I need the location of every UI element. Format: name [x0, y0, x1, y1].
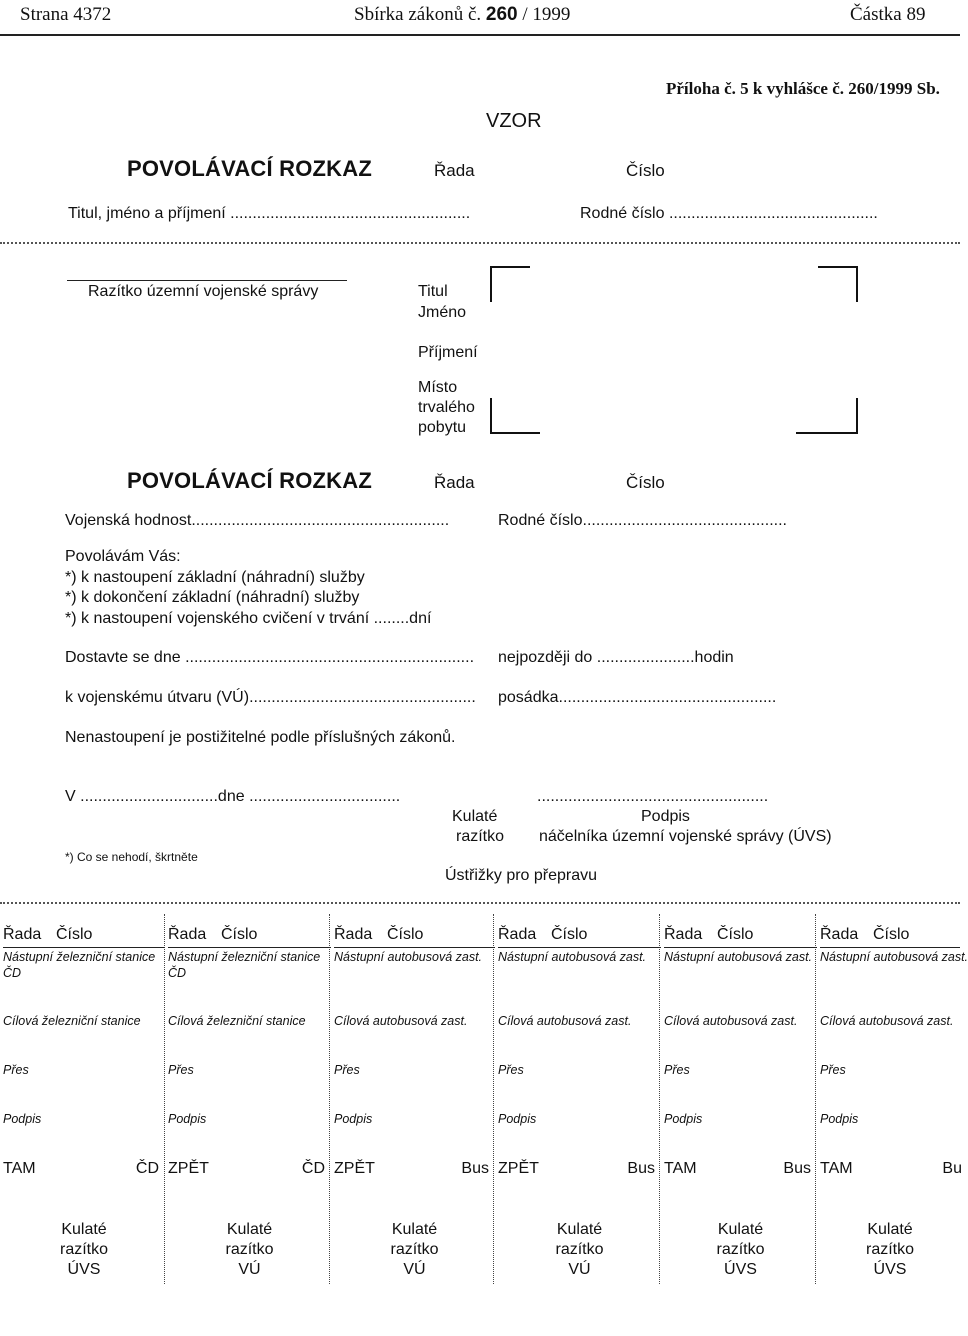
signatory-label: náčelníka územní vojenské správy (ÚVS): [539, 828, 832, 845]
slip-stamp: [664, 1220, 817, 1280]
slip-signature: Podpis: [334, 1112, 373, 1126]
form-title-top: POVOLÁVACÍ ROZKAZ: [127, 156, 372, 181]
report-date-field[interactable]: Dostavte se dne .................................................................: [65, 649, 475, 666]
birth-number-field-top[interactable]: Rodné číslo ...............................................: [580, 205, 878, 222]
slip-carrier: ČD: [168, 966, 187, 980]
slip-series-label: Řada: [168, 926, 207, 943]
address-place-label-2: trvalého: [418, 399, 475, 416]
slip-signature: Podpis: [3, 1112, 42, 1126]
slip-transport-mode: ČD: [135, 1160, 159, 1177]
slip-direction: ZPĚT: [498, 1160, 539, 1177]
slip-via: Přes: [664, 1063, 690, 1077]
round-stamp-label: Kulaté: [452, 808, 498, 825]
cut-line-1: [0, 242, 960, 244]
slip-number-label: Číslo: [717, 926, 754, 943]
slip-stamp-line-2: razítko: [865, 1241, 914, 1258]
series-label-top: Řada: [434, 161, 475, 180]
slip-departure-station: Nástupní autobusová zast.: [498, 950, 647, 964]
slip-stamp-line-2: razítko: [390, 1241, 439, 1258]
slip-stamp-line-2: razítko: [716, 1241, 765, 1258]
garrison-field[interactable]: posádka.................................................: [498, 689, 777, 706]
slip-rule: [498, 947, 661, 948]
slip-stamp-line-3: ÚVS: [873, 1261, 907, 1278]
slip-number-label: Číslo: [387, 926, 424, 943]
slip-destination-station: Cílová železniční stanice: [168, 1014, 306, 1028]
slip-departure-station: Nástupní autobusová zast.: [334, 950, 483, 964]
travel-slips-heading: Ústřižky pro přepravu: [445, 867, 598, 884]
summons-heading: Povolávám Vás:: [65, 548, 181, 565]
slip-stamp-line-1: Kulaté: [391, 1221, 438, 1238]
slip-departure-station: Nástupní autobusová zast.: [664, 950, 813, 964]
slip-destination-station: Cílová autobusová zast.: [334, 1014, 468, 1028]
slip-stamp: [168, 1220, 331, 1280]
slip-direction: ZPĚT: [334, 1160, 375, 1177]
header-rule: [0, 34, 960, 36]
slip-stamp-line-1: Kulaté: [717, 1221, 764, 1238]
penalty-notice: Nenastoupení je postižitelné podle příslušných zákonů.: [65, 729, 456, 746]
slip-direction: TAM: [820, 1160, 853, 1177]
slip-stamp: [498, 1220, 661, 1280]
collection-label: Sbírka zákonů č.: [354, 4, 482, 25]
slip-series-label: Řada: [664, 926, 703, 943]
slip-via: Přes: [820, 1063, 846, 1077]
slip-rule: [334, 947, 495, 948]
page-number: Strana 4372: [20, 4, 112, 25]
option-basic-service: *) k nastoupení základní (náhradní) služby: [65, 569, 365, 586]
slip-via: Přes: [498, 1063, 524, 1077]
collection-year: / 1999: [522, 4, 571, 25]
option-exercise: *) k nastoupení vojenského cvičení v trvání ........dní: [65, 610, 432, 627]
slip-departure-station: Nástupní železniční stanice: [168, 950, 321, 964]
slip-destination-station: Cílová železniční stanice: [3, 1014, 141, 1028]
slip-signature: Podpis: [498, 1112, 537, 1126]
slip-stamp-line-3: VÚ: [568, 1261, 591, 1278]
slip-number-label: Číslo: [551, 926, 588, 943]
slip-stamp-line-3: ÚVS: [67, 1261, 101, 1278]
address-place-label-3: pobytu: [418, 419, 467, 436]
stamp-line: [67, 280, 347, 281]
slip-via: Přes: [168, 1063, 194, 1077]
slip-stamp: [3, 1220, 165, 1280]
slip-stamp-line-2: razítko: [555, 1241, 604, 1258]
slip-stamp-line-3: ÚVS: [724, 1261, 757, 1278]
slip-stamp-line-3: VÚ: [238, 1261, 261, 1278]
slip-transport-mode: Bus: [627, 1160, 655, 1177]
slip-stamp: [334, 1220, 495, 1280]
cut-line-2: [0, 902, 960, 904]
series-label-main: Řada: [434, 473, 475, 492]
slip-stamp-line-1: Kulaté: [61, 1221, 107, 1238]
slip-transport-mode: ČD: [301, 1160, 325, 1177]
slip-via: Přes: [334, 1063, 360, 1077]
slip-number-label: Číslo: [221, 926, 258, 943]
slip-destination-station: Cílová autobusová zast.: [664, 1014, 798, 1028]
address-surname-label: Příjmení: [418, 344, 478, 361]
slip-stamp-line-3: VÚ: [403, 1261, 426, 1278]
signature-label: Podpis: [641, 808, 690, 825]
slip-stamp-line-1: Kulaté: [867, 1221, 913, 1238]
slip-signature: Podpis: [664, 1112, 703, 1126]
address-corner-bottom-left: [490, 398, 540, 434]
number-label-main: Číslo: [626, 473, 665, 492]
slip-departure-station: Nástupní železniční stanice: [3, 950, 156, 964]
stamp-label: Razítko územní vojenské správy: [88, 283, 319, 300]
slip-signature: Podpis: [168, 1112, 207, 1126]
rank-field[interactable]: Vojenská hodnost..........................................................: [65, 512, 450, 529]
slip-series-label: Řada: [498, 926, 537, 943]
form-title-main: POVOLÁVACÍ ROZKAZ: [127, 468, 372, 493]
slip-direction: TAM: [3, 1160, 36, 1177]
annex-reference: Příloha č. 5 k vyhlášce č. 260/1999 Sb.: [666, 79, 940, 98]
address-place-label: Místo: [418, 379, 458, 396]
birth-number-field-main[interactable]: Rodné číslo..............................................: [498, 512, 787, 529]
slip-direction: TAM: [664, 1160, 697, 1177]
collection-title: [354, 4, 570, 26]
slip-rule: [3, 947, 165, 948]
slip-number-label: Číslo: [873, 926, 910, 943]
address-corner-bottom-right: [796, 398, 858, 434]
address-corner-top-right: [818, 266, 858, 302]
slip-rule: [664, 947, 817, 948]
slip-destination-station: Cílová autobusová zast.: [498, 1014, 632, 1028]
slip-rule: [820, 947, 960, 948]
slip-number-label: Číslo: [56, 926, 93, 943]
slip-transport-mode: Bus: [783, 1160, 811, 1177]
address-corner-top-left: [490, 266, 530, 302]
slip-via: Přes: [3, 1063, 29, 1077]
slip-rule: [168, 947, 331, 948]
option-finish-service: *) k dokončení základní (náhradní) služby: [65, 589, 360, 606]
slip-transport-mode: Bu: [942, 1160, 962, 1177]
slip-destination-station: Cílová autobusová zast.: [820, 1014, 954, 1028]
slip-stamp-line-1: Kulaté: [556, 1221, 603, 1238]
collection-number: 260: [485, 4, 518, 25]
slip-series-label: Řada: [820, 926, 859, 943]
slip-stamp: [820, 1220, 960, 1280]
slip-departure-station: Nástupní autobusová zast.: [820, 950, 968, 964]
slip-stamp-line-2: razítko: [225, 1241, 274, 1258]
vzor-label: VZOR: [486, 110, 542, 132]
address-title-label: Titul: [418, 283, 448, 300]
slip-series-label: Řada: [3, 926, 42, 943]
signature-line: ....................................................: [537, 788, 769, 805]
footnote: *) Co se nehodí, škrtněte: [65, 850, 198, 864]
number-label-top: Číslo: [626, 161, 665, 180]
military-unit-field[interactable]: k vojenskému útvaru (VÚ)...................................................: [65, 689, 476, 706]
slip-carrier: ČD: [3, 966, 22, 980]
latest-hour-field[interactable]: nejpozději do ......................hodin: [498, 649, 734, 666]
place-date-field[interactable]: V ...............................dne ..................................: [65, 788, 401, 805]
slip-series-label: Řada: [334, 926, 373, 943]
slip-direction: ZPĚT: [168, 1160, 209, 1177]
slip-signature: Podpis: [820, 1112, 859, 1126]
name-field[interactable]: Titul, jméno a příjmení ......................................................: [68, 205, 471, 222]
slip-transport-mode: Bus: [461, 1160, 489, 1177]
slip-stamp-line-1: Kulaté: [226, 1221, 273, 1238]
address-name-label: Jméno: [418, 304, 467, 321]
slip-stamp-line-2: razítko: [59, 1241, 108, 1258]
part-number: Částka 89: [850, 4, 926, 25]
round-stamp-label-2: razítko: [456, 828, 505, 845]
